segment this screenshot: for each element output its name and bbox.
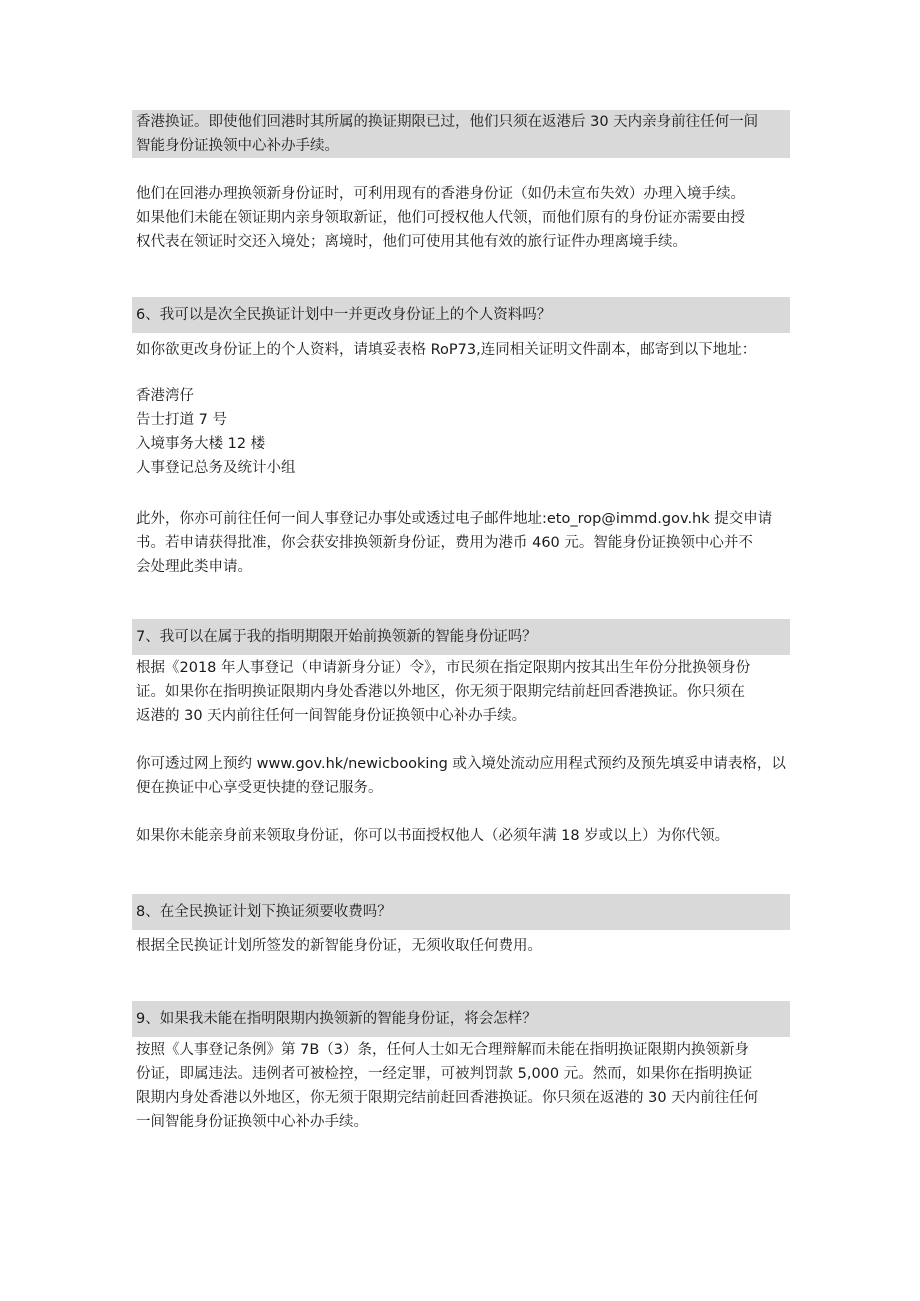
faq-answer-7	[132, 656, 790, 728]
paragraph-line: 会处理此类申请。	[136, 559, 252, 575]
question-text: 8、在全民换证计划下换证须要收费吗？	[136, 904, 392, 920]
paragraph-line: 根据《2018 年人事登记（申请新身分证）令》，市民须在指定限期内按其出生年份分批换领身份	[136, 660, 751, 676]
faq-question-8	[132, 894, 790, 930]
paragraph-line: 书。若申请获得批准，你会获安排换领新身份证，费用为港币 460 元。智能身份证换领中心并不	[136, 535, 753, 551]
mailing-address	[132, 384, 790, 480]
intro-highlight-line: 香港换证。即使他们回港时其所属的换证期限已过，他们只须在返港后 30 天内亲身前往任何一间	[136, 114, 759, 130]
paragraph-line: 证。如果你在指明换证限期内身处香港以外地区，你无须于限期完结前赶回香港换证。你只须在	[136, 684, 745, 700]
question-text: 9、如果我未能在指明限期内换领新的智能身份证，将会怎样？	[136, 1011, 537, 1027]
faq-answer-6	[132, 338, 790, 362]
paragraph-line: 根据全民换证计划所签发的新智能身份证，无须收取任何费用。	[136, 938, 542, 954]
intro-highlight-line: 智能身份证换领中心补办手续。	[136, 138, 339, 154]
faq-question-9	[132, 1001, 790, 1037]
paragraph-line: 便在换证中心享受更快捷的登记服务。	[136, 780, 383, 796]
intro-highlight	[132, 110, 790, 158]
faq-answer-6-extra	[132, 507, 790, 579]
faq-question-7	[132, 619, 790, 655]
paragraph-line: 一间智能身份证换领中心补办手续。	[136, 1114, 368, 1130]
paragraph-line: 你可透过网上预约 www.gov.hk/newicbooking 或入境处流动应用程式预约及预先填妥申请表格，以	[136, 756, 786, 772]
faq-answer-7-proxy	[132, 824, 790, 848]
address-line: 告士打道 7 号	[136, 412, 227, 428]
address-line: 人事登记总务及统计小组	[136, 460, 296, 476]
faq-answer-9	[132, 1038, 790, 1134]
question-text: 7、我可以在属于我的指明期限开始前换领新的智能身份证吗？	[136, 629, 537, 645]
paragraph-line: 如果他们未能在领证期内亲身领取新证，他们可授权他人代领，而他们原有的身份证亦需要由授	[136, 210, 745, 226]
paragraph-line: 份证，即属违法。违例者可被检控，一经定罪，可被判罚款 5,000 元。然而，如果你在指明换证	[136, 1066, 753, 1082]
faq-question-6	[132, 297, 790, 333]
paragraph-line: 如果你未能亲身前来领取身份证，你可以书面授权他人（必须年满 18 岁或以上）为你代领。	[136, 828, 730, 844]
faq-answer-8	[132, 934, 790, 958]
paragraph-line: 限期内身处香港以外地区，你无须于限期完结前赶回香港换证。你只须在返港的 30 天内前往任何	[136, 1090, 759, 1106]
question-text: 6、我可以是次全民换证计划中一并更改身份证上的个人资料吗？	[136, 307, 552, 323]
address-line: 香港湾仔	[136, 388, 194, 404]
paragraph-line: 此外，你亦可前往任何一间人事登记办事处或透过电子邮件地址:eto_rop@immd.gov.hk 提交申请	[136, 511, 773, 527]
faq-answer-7-booking	[132, 752, 790, 800]
paragraph-line: 按照《人事登记条例》第 7B（3）条，任何人士如无合理辩解而未能在指明换证限期内换领新身	[136, 1042, 750, 1058]
paragraph-line: 返港的 30 天内前往任何一间智能身份证换领中心补办手续。	[136, 708, 527, 724]
paragraph-line: 他们在回港办理换领新身份证时，可利用现有的香港身份证（如仍未宣布失效）办理入境手续。	[136, 186, 745, 202]
address-line: 入境事务大楼 12 楼	[136, 436, 266, 452]
intro-paragraph	[132, 182, 790, 254]
paragraph-line: 权代表在领证时交还入境处；离境时，他们可使用其他有效的旅行证件办理离境手续。	[136, 234, 687, 250]
paragraph-line: 如你欲更改身份证上的个人资料，请填妥表格 RoP73,连同相关证明文件副本，邮寄到以下地址：	[136, 342, 757, 358]
